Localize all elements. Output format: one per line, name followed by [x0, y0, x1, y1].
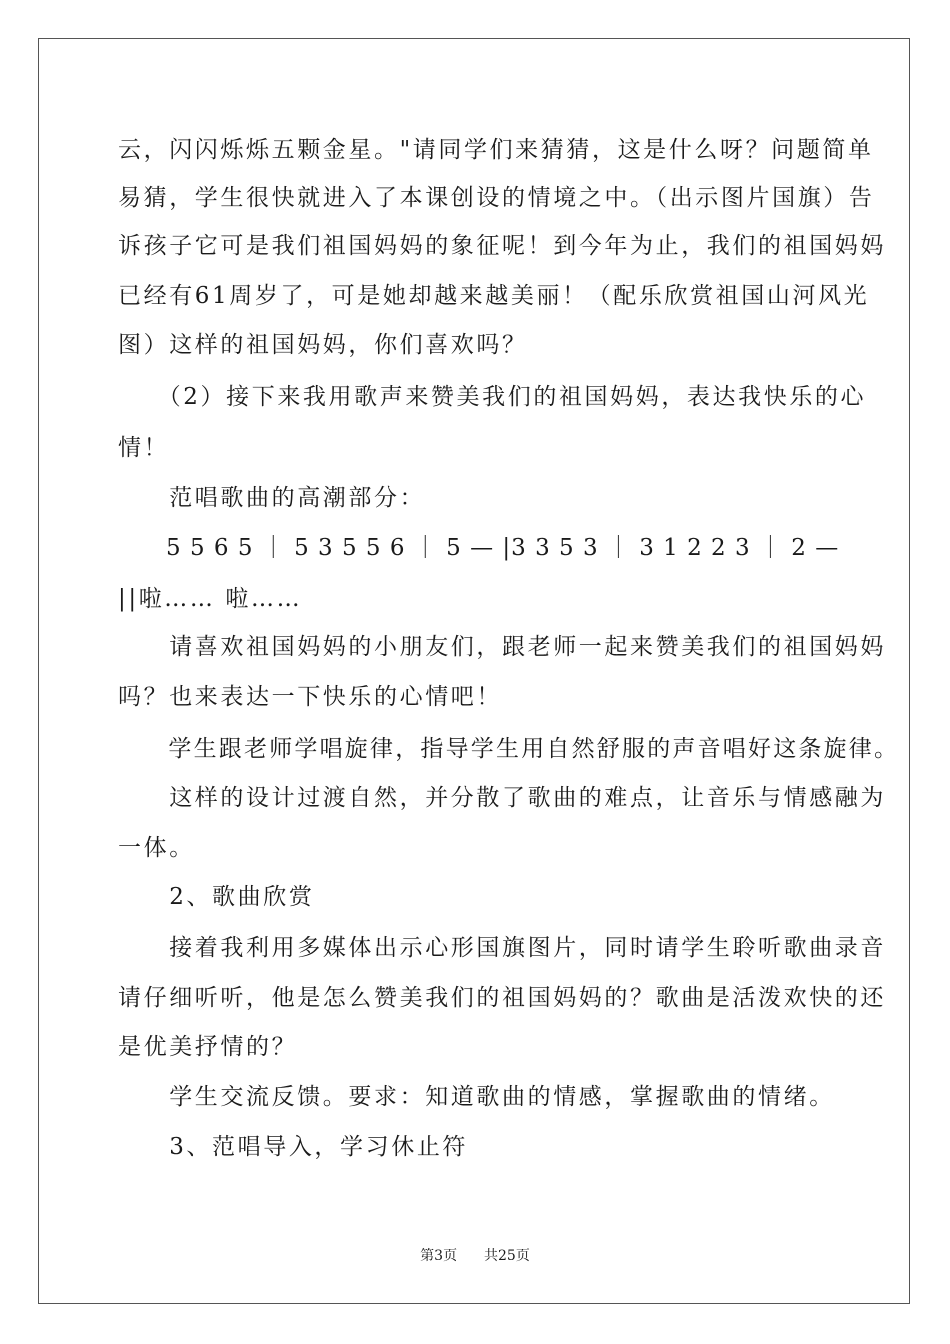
page-total: 共25页: [484, 1248, 530, 1264]
page-border: [38, 38, 910, 1304]
text-line: 是优美抒情的？: [118, 1034, 298, 1060]
text-line: 请喜欢祖国妈妈的小朋友们，跟老师一起来赞美我们的祖国妈妈: [118, 634, 886, 660]
text-line: 一体。: [118, 835, 195, 861]
page-number: 第3页: [420, 1248, 458, 1264]
melody-notation: 5 5 6 5 ｜ 5 3 5 5 6 ｜ 5 — |3 3 5 3 ｜ 3 1 2 2 3 ｜ 2 —: [118, 535, 840, 561]
text-line: 云，闪闪烁烁五颗金星。"请同学们来猜猜，这是什么呀？问题简单: [118, 137, 874, 163]
lyric-line: ||啦…… 啦……: [118, 586, 303, 612]
section-heading: 3、范唱导入，学习休止符: [118, 1134, 469, 1160]
text-line: 吗？也来表达一下快乐的心情吧！: [118, 684, 502, 710]
text-line: 请仔细听听，他是怎么赞美我们的祖国妈妈的？歌曲是活泼欢快的还: [118, 985, 886, 1011]
text-line: 接着我利用多媒体出示心形国旗图片，同时请学生聆听歌曲录音: [118, 935, 886, 961]
text-line: 图）这样的祖国妈妈，你们喜欢吗？: [118, 332, 528, 358]
text-line: （2）接下来我用歌声来赞美我们的祖国妈妈，表达我快乐的心: [118, 384, 867, 410]
section-heading: 2、歌曲欣赏: [118, 884, 315, 910]
text-line: 情！: [118, 435, 170, 461]
text-line: 学生交流反馈。要求：知道歌曲的情感，掌握歌曲的情绪。: [118, 1084, 835, 1110]
text-line: 诉孩子它可是我们祖国妈妈的象征呢！到今年为止，我们的祖国妈妈: [118, 233, 886, 259]
text-line: 已经有61周岁了，可是她却越来越美丽！（配乐欣赏祖国山河风光: [118, 283, 870, 309]
text-line: 易猜，学生很快就进入了本课创设的情境之中。（出示图片国旗）告: [118, 185, 875, 211]
text-line: 这样的设计过渡自然，并分散了歌曲的难点，让音乐与情感融为: [118, 785, 886, 811]
page-footer: [0, 1247, 950, 1265]
text-line: 学生跟老师学唱旋律，指导学生用自然舒服的声音唱好这条旋律。: [118, 736, 900, 762]
text-line: 范唱歌曲的高潮部分：: [118, 485, 426, 511]
